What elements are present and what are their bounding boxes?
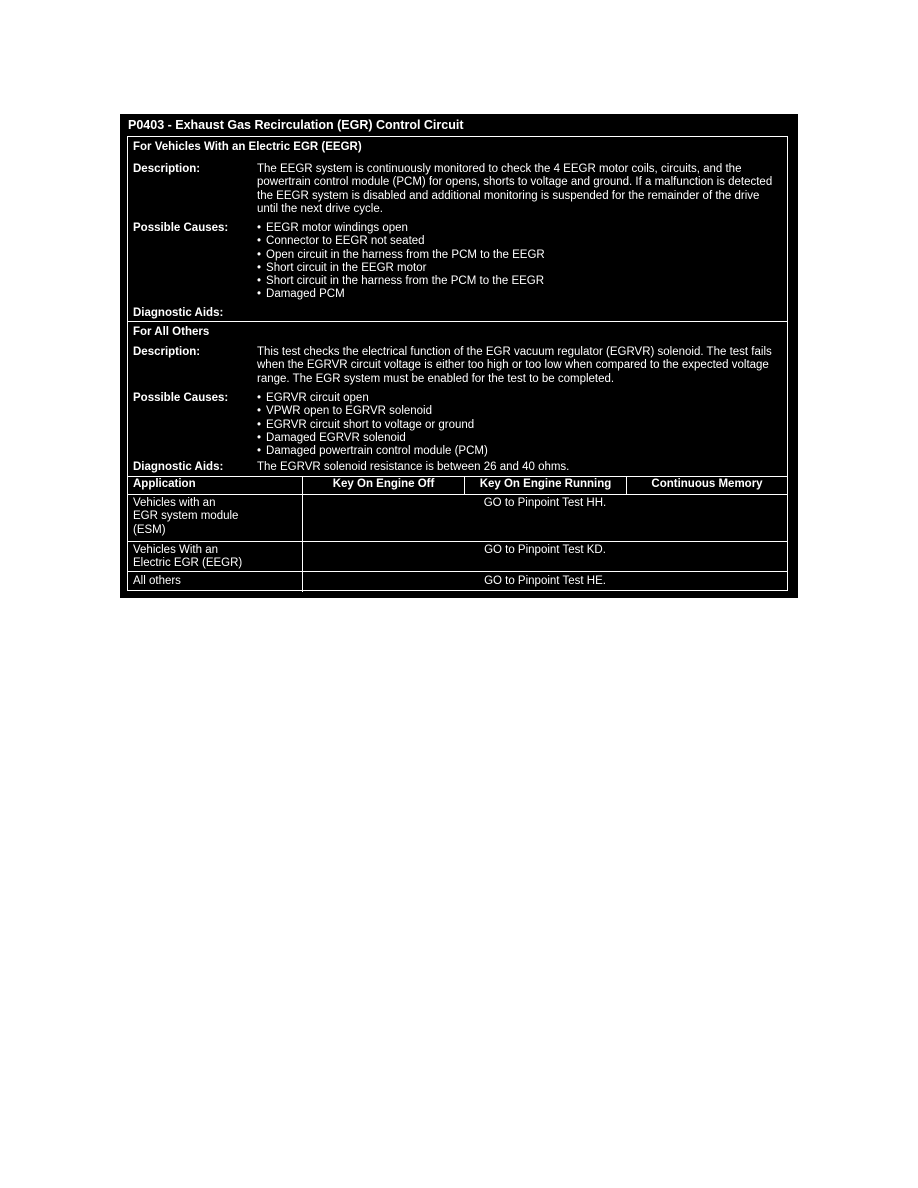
column-header-continuous-memory: Continuous Memory [651, 478, 763, 490]
cause-item: • Damaged PCM [257, 288, 545, 301]
description-text-eegr: The EEGR system is continuously monitored to check the 4 EEGR motor coils, circuits, and the powertrain control module (PCM) for opens, shorts to voltage and ground. If a malfunction is detected the EEGR system is disabled and additional monitoring is suspended for the remainder of the drive until the next drive cycle. [257, 163, 773, 215]
action-cell: GO to Pinpoint Test HH. [483, 497, 607, 509]
column-header-koer: Key On Engine Running [479, 478, 612, 490]
cause-item: • Damaged EGRVR solenoid [257, 432, 488, 445]
causes-list-eegr [257, 222, 545, 302]
cause-item: • EGRVR circuit short to voltage or ground [257, 419, 488, 432]
cause-item: • VPWR open to EGRVR solenoid [257, 405, 488, 418]
section-divider [128, 321, 787, 322]
aids-label-others: Diagnostic Aids: [133, 461, 224, 473]
aids-text-others: The EGRVR solenoid resistance is between 26 and 40 ohms. [257, 461, 570, 473]
description-text-others: This test checks the electrical function of the EGR vacuum regulator (EGRVR) solenoid. The test fails when the EGRVR circuit voltage is either too high or too low when compared to the expected voltage range. The EGR system must be enabled for the test to be completed. [257, 346, 772, 385]
dtc-frame [127, 136, 788, 591]
aids-label-eegr: Diagnostic Aids: [133, 307, 224, 319]
cause-item: • Connector to EEGR not seated [257, 235, 545, 248]
table-header-row [128, 476, 787, 494]
cause-item: • Open circuit in the harness from the PCM to the EEGR [257, 249, 545, 262]
description-label-others: Description: [133, 346, 201, 358]
description-label-eegr: Description: [133, 163, 201, 175]
table-row [128, 542, 787, 571]
section-heading-eegr: For Vehicles With an Electric EGR (EEGR) [133, 141, 362, 153]
application-cell: All others [133, 575, 181, 587]
page-title: P0403 - Exhaust Gas Recirculation (EGR) Control Circuit [128, 118, 464, 132]
application-cell: Vehicles With an Electric EGR (EEGR) [133, 544, 243, 570]
causes-label-eegr: Possible Causes: [133, 222, 229, 234]
application-cell: Vehicles with an EGR system module (ESM) [133, 497, 239, 536]
cause-item: • EEGR motor windings open [257, 222, 545, 235]
column-header-application: Application [133, 478, 196, 490]
dtc-panel [120, 114, 798, 598]
table-row [128, 572, 787, 591]
cause-item: • Damaged powertrain control module (PCM) [257, 445, 488, 458]
causes-label-others: Possible Causes: [133, 392, 229, 404]
section-heading-others: For All Others [133, 326, 210, 338]
action-cell: GO to Pinpoint Test HE. [484, 575, 606, 587]
cause-item: • Short circuit in the EEGR motor [257, 262, 545, 275]
causes-list-others [257, 392, 488, 458]
column-header-koeo: Key On Engine Off [332, 478, 435, 490]
cause-item: • Short circuit in the harness from the PCM to the EEGR [257, 275, 545, 288]
table-row [128, 495, 787, 541]
action-cell: GO to Pinpoint Test KD. [484, 544, 606, 556]
cause-item: • EGRVR circuit open [257, 392, 488, 405]
